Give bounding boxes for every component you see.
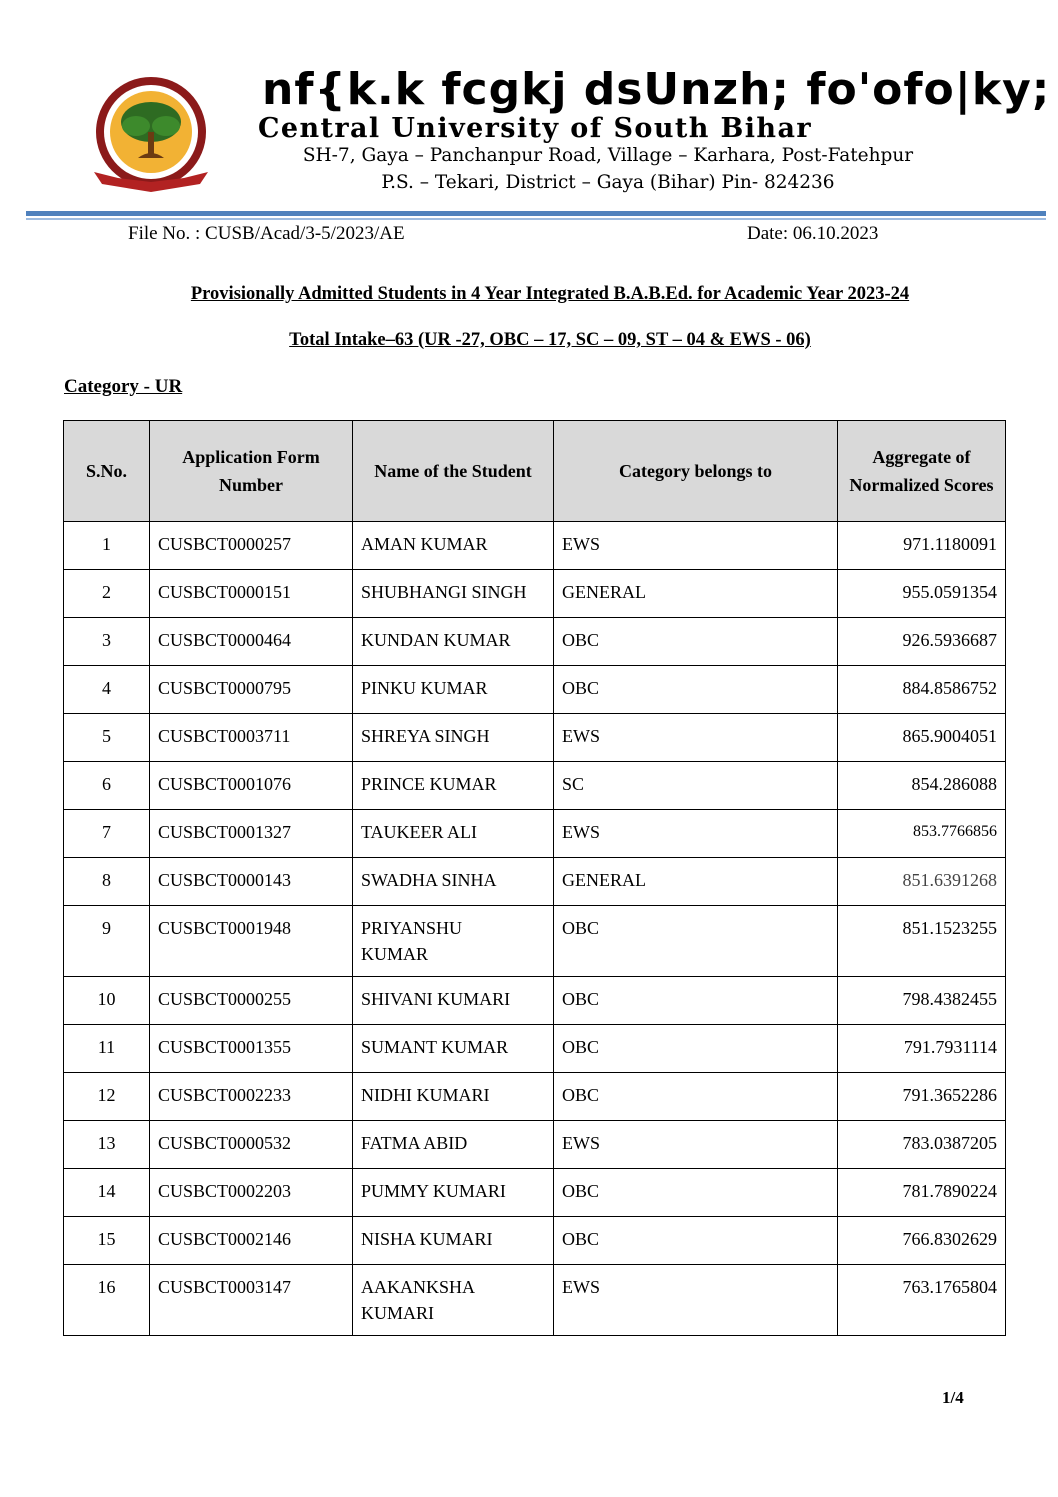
table-row <box>64 618 1006 666</box>
cell-student-name: NIDHI KUMARI <box>353 1073 554 1121</box>
cell-category: OBC <box>554 1073 838 1121</box>
cell-score: 781.7890224 <box>838 1169 1006 1217</box>
cell-student-name: AMAN KUMAR <box>353 522 554 570</box>
university-logo <box>88 74 214 196</box>
cell-application-number: CUSBCT0000795 <box>150 666 353 714</box>
table-row <box>64 1169 1006 1217</box>
hindi-university-name: nf{k.k fcgkj dsUnzh; fo'ofo|ky; <box>262 64 1051 115</box>
cell-category: EWS <box>554 810 838 858</box>
cell-category: OBC <box>554 977 838 1025</box>
cell-application-number: CUSBCT0000532 <box>150 1121 353 1169</box>
header-divider <box>26 211 1046 216</box>
cell-application-number: CUSBCT0002146 <box>150 1217 353 1265</box>
cell-sno: 12 <box>64 1073 150 1121</box>
table-row <box>64 570 1006 618</box>
table-row <box>64 666 1006 714</box>
cell-student-name: FATMA ABID <box>353 1121 554 1169</box>
cell-application-number: CUSBCT0000257 <box>150 522 353 570</box>
table-row <box>64 1265 1006 1336</box>
cell-score: 851.1523255 <box>838 906 1006 977</box>
cell-sno: 1 <box>64 522 150 570</box>
cell-application-number: CUSBCT0000255 <box>150 977 353 1025</box>
cell-student-name: SHREYA SINGH <box>353 714 554 762</box>
table-row <box>64 1073 1006 1121</box>
column-header: Aggregate of Normalized Scores <box>838 421 1006 522</box>
cell-category: OBC <box>554 1169 838 1217</box>
cell-application-number: CUSBCT0002203 <box>150 1169 353 1217</box>
cell-student-name: SWADHA SINHA <box>353 858 554 906</box>
cell-application-number: CUSBCT0000143 <box>150 858 353 906</box>
cell-student-name: NISHA KUMARI <box>353 1217 554 1265</box>
cell-application-number: CUSBCT0001076 <box>150 762 353 810</box>
cell-application-number: CUSBCT0002233 <box>150 1073 353 1121</box>
cell-score: 851.6391268 <box>838 858 1006 906</box>
table-row <box>64 1217 1006 1265</box>
document-title: Provisionally Admitted Students in 4 Year Integrated B.A.B.Ed. for Academic Year 2023-24 <box>190 284 910 304</box>
cell-score: 971.1180091 <box>838 522 1006 570</box>
cell-student-name: SHUBHANGI SINGH <box>353 570 554 618</box>
cell-sno: 6 <box>64 762 150 810</box>
cell-sno: 16 <box>64 1265 150 1336</box>
cell-score: 853.7766856 <box>838 810 1006 858</box>
table-row <box>64 977 1006 1025</box>
cell-category: OBC <box>554 1217 838 1265</box>
cell-category: EWS <box>554 1265 838 1336</box>
cell-student-name: KUNDAN KUMAR <box>353 618 554 666</box>
document-date: Date: 06.10.2023 <box>747 223 879 244</box>
cell-sno: 2 <box>64 570 150 618</box>
table-row <box>64 714 1006 762</box>
cell-student-name: SUMANT KUMAR <box>353 1025 554 1073</box>
cell-category: EWS <box>554 714 838 762</box>
cell-category: OBC <box>554 1025 838 1073</box>
cell-sno: 14 <box>64 1169 150 1217</box>
cell-category: OBC <box>554 906 838 977</box>
table-row <box>64 858 1006 906</box>
cell-score: 766.8302629 <box>838 1217 1006 1265</box>
table-header-row <box>64 421 1006 522</box>
page-number: 1/4 <box>942 1388 964 1407</box>
column-header: Name of the Student <box>353 421 554 522</box>
address-line-2: P.S. – Tekari, District – Gaya (Bihar) Pin- 824236 <box>381 172 835 193</box>
cell-student-name: TAUKEER ALI <box>353 810 554 858</box>
cell-student-name: AAKANKSHA KUMARI <box>353 1265 554 1336</box>
cell-category: OBC <box>554 618 838 666</box>
cell-score: 884.8586752 <box>838 666 1006 714</box>
cell-category: OBC <box>554 666 838 714</box>
cell-category: SC <box>554 762 838 810</box>
cell-student-name: PRINCE KUMAR <box>353 762 554 810</box>
cell-score: 791.3652286 <box>838 1073 1006 1121</box>
cell-score: 865.9004051 <box>838 714 1006 762</box>
cell-sno: 4 <box>64 666 150 714</box>
cell-sno: 7 <box>64 810 150 858</box>
column-header: Category belongs to <box>554 421 838 522</box>
cell-application-number: CUSBCT0003711 <box>150 714 353 762</box>
cell-sno: 8 <box>64 858 150 906</box>
table-row <box>64 1025 1006 1073</box>
table-row <box>64 906 1006 977</box>
cell-category: GENERAL <box>554 858 838 906</box>
table-row <box>64 810 1006 858</box>
cell-application-number: CUSBCT0001948 <box>150 906 353 977</box>
cell-score: 763.1765804 <box>838 1265 1006 1336</box>
cell-category: EWS <box>554 1121 838 1169</box>
address-line-1: SH-7, Gaya – Panchanpur Road, Village – Karhara, Post-Fatehpur <box>302 145 914 166</box>
table-row <box>64 762 1006 810</box>
column-header: Application Form Number <box>150 421 353 522</box>
cell-sno: 9 <box>64 906 150 977</box>
cell-category: EWS <box>554 522 838 570</box>
cell-sno: 5 <box>64 714 150 762</box>
intake-summary: Total Intake–63 (UR -27, OBC – 17, SC – 09, ST – 04 & EWS - 06) <box>289 330 811 350</box>
cell-sno: 3 <box>64 618 150 666</box>
column-header: S.No. <box>64 421 150 522</box>
table-row <box>64 1121 1006 1169</box>
cell-sno: 11 <box>64 1025 150 1073</box>
cell-score: 854.286088 <box>838 762 1006 810</box>
university-emblem-tree-icon <box>88 74 214 196</box>
cell-category: GENERAL <box>554 570 838 618</box>
university-name: Central University of South Bihar <box>258 113 812 144</box>
cell-application-number: CUSBCT0001327 <box>150 810 353 858</box>
header-divider-thin <box>26 218 1046 220</box>
cell-score: 955.0591354 <box>838 570 1006 618</box>
cell-application-number: CUSBCT0001355 <box>150 1025 353 1073</box>
cell-score: 926.5936687 <box>838 618 1006 666</box>
admitted-students-table <box>63 420 1006 1336</box>
cell-student-name: PRIYANSHU KUMAR <box>353 906 554 977</box>
category-heading: Category - UR <box>64 376 183 397</box>
cell-score: 791.7931114 <box>838 1025 1006 1073</box>
cell-sno: 15 <box>64 1217 150 1265</box>
cell-student-name: SHIVANI KUMARI <box>353 977 554 1025</box>
cell-score: 798.4382455 <box>838 977 1006 1025</box>
cell-score: 783.0387205 <box>838 1121 1006 1169</box>
cell-application-number: CUSBCT0000151 <box>150 570 353 618</box>
cell-student-name: PUMMY KUMARI <box>353 1169 554 1217</box>
cell-sno: 13 <box>64 1121 150 1169</box>
cell-sno: 10 <box>64 977 150 1025</box>
cell-application-number: CUSBCT0003147 <box>150 1265 353 1336</box>
file-number: File No. : CUSB/Acad/3-5/2023/AE <box>128 223 405 244</box>
cell-application-number: CUSBCT0000464 <box>150 618 353 666</box>
table-row <box>64 522 1006 570</box>
cell-student-name: PINKU KUMAR <box>353 666 554 714</box>
